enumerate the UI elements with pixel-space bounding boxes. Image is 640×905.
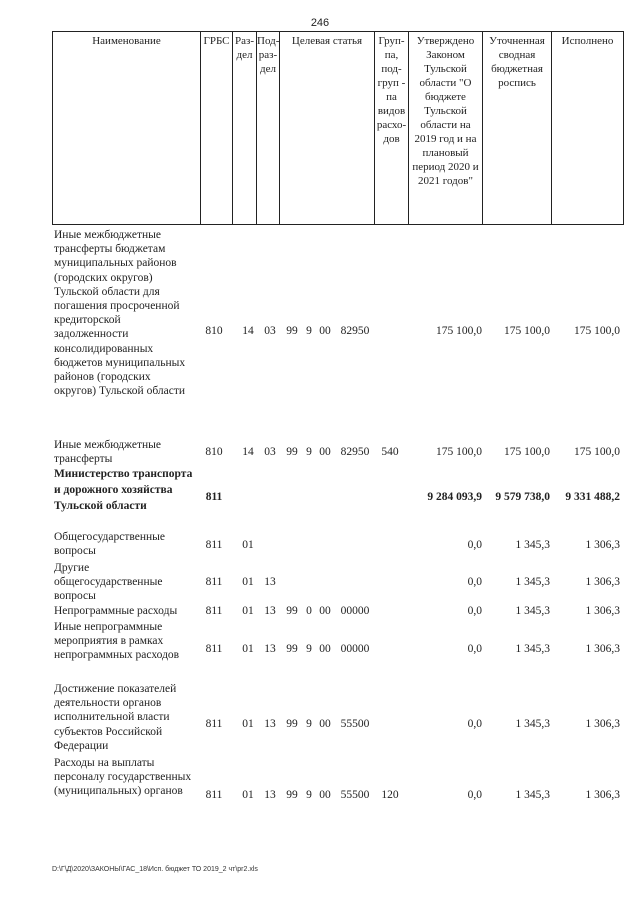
- page-number: 246: [310, 17, 330, 29]
- row-name: Расходы на выплаты персоналу государственных (муниципальных) органов: [54, 757, 192, 798]
- row-name: Иные межбюджетные трансферты: [54, 439, 161, 466]
- table-header: [52, 31, 624, 225]
- cell-cs-subprogram: 9: [306, 325, 312, 337]
- cell-executed: 1 306,3: [585, 539, 620, 551]
- cell-cs-direction: 55500: [340, 789, 370, 801]
- cell-specified: 1 345,3: [515, 576, 550, 588]
- row-name: Непрограммные расходы: [54, 605, 178, 617]
- cell-cs-main: 00: [319, 325, 331, 337]
- cell-cs-main: 00: [319, 789, 331, 801]
- cell-razdel: 01: [242, 576, 254, 588]
- cell-group: 540: [381, 446, 399, 458]
- cell-grbs: 810: [205, 446, 223, 458]
- cell-specified: 1 345,3: [515, 539, 550, 551]
- cell-razdel: 01: [242, 605, 254, 617]
- cell-podrazdel: 13: [264, 576, 276, 588]
- cell-cs-main: 00: [319, 718, 331, 730]
- cell-grbs: 811: [205, 643, 223, 655]
- cell-executed: 1 306,3: [585, 605, 620, 617]
- cell-specified: 1 345,3: [515, 643, 550, 655]
- cell-podrazdel: 03: [264, 325, 276, 337]
- cell-cs-program: 99: [286, 605, 298, 617]
- cell-podrazdel: 03: [264, 446, 276, 458]
- cell-cs-main: 00: [319, 446, 331, 458]
- header-name: Наименование: [92, 35, 161, 47]
- cell-approved: 9 284 093,9: [427, 491, 482, 503]
- cell-podrazdel: 13: [264, 789, 276, 801]
- header-executed: Исполнено: [551, 32, 623, 224]
- header-celevaya: Целевая статья: [279, 32, 374, 224]
- cell-specified: 175 100,0: [504, 446, 550, 458]
- cell-grbs: 810: [205, 325, 223, 337]
- cell-cs-direction: 55500: [340, 718, 370, 730]
- cell-cs-direction: 82950: [340, 325, 370, 337]
- row-name: Достижение показателей деятельности органов исполнительной власти субъектов Российской Федерации: [54, 683, 177, 752]
- header-podrazdel: Под- раз- дел: [256, 32, 279, 224]
- cell-cs-program: 99: [286, 325, 298, 337]
- cell-group: 120: [381, 789, 399, 801]
- cell-approved: 0,0: [467, 576, 482, 588]
- cell-cs-subprogram: 9: [306, 446, 312, 458]
- cell-executed: 1 306,3: [585, 789, 620, 801]
- cell-cs-program: 99: [286, 643, 298, 655]
- cell-podrazdel: 13: [264, 605, 276, 617]
- cell-cs-program: 99: [286, 789, 298, 801]
- header-approved: Утверждено Законом Тульской области "О бюджете Тульской области на 2019 год и на плановый период 2020 и 2021 годов": [408, 32, 482, 224]
- cell-cs-main: 00: [319, 643, 331, 655]
- cell-executed: 175 100,0: [574, 325, 620, 337]
- cell-cs-direction: 00000: [340, 643, 370, 655]
- row-name: Другие общегосударственные вопросы: [54, 562, 163, 603]
- cell-approved: 175 100,0: [436, 325, 482, 337]
- cell-razdel: 14: [242, 446, 254, 458]
- cell-executed: 1 306,3: [585, 576, 620, 588]
- cell-grbs: 811: [205, 576, 223, 588]
- cell-grbs: 811: [205, 539, 223, 551]
- header-grbs: ГРБС: [200, 32, 232, 224]
- cell-razdel: 01: [242, 789, 254, 801]
- row-name: Иные непрограммные мероприятия в рамках непрограммных расходов: [54, 621, 180, 662]
- cell-executed: 1 306,3: [585, 718, 620, 730]
- cell-approved: 0,0: [467, 539, 482, 551]
- cell-approved: 175 100,0: [436, 446, 482, 458]
- cell-podrazdel: 13: [264, 643, 276, 655]
- cell-specified: 1 345,3: [515, 718, 550, 730]
- row-name: Общегосударственные вопросы: [54, 531, 166, 558]
- cell-podrazdel: 13: [264, 718, 276, 730]
- cell-cs-direction: 00000: [340, 605, 370, 617]
- cell-cs-subprogram: 9: [306, 718, 312, 730]
- cell-cs-program: 99: [286, 718, 298, 730]
- cell-approved: 0,0: [467, 643, 482, 655]
- cell-cs-subprogram: 9: [306, 643, 312, 655]
- cell-specified: 1 345,3: [515, 605, 550, 617]
- cell-razdel: 01: [242, 539, 254, 551]
- cell-specified: 175 100,0: [504, 325, 550, 337]
- header-razdel: Раз- дел: [232, 32, 256, 224]
- cell-cs-program: 99: [286, 446, 298, 458]
- cell-razdel: 01: [242, 718, 254, 730]
- cell-cs-main: 00: [319, 605, 331, 617]
- cell-specified: 1 345,3: [515, 789, 550, 801]
- cell-executed: 9 331 488,2: [565, 491, 620, 503]
- cell-cs-direction: 82950: [340, 446, 370, 458]
- header-gruppa: Груп- па, под- груп - па видов расхо- дов: [374, 32, 408, 224]
- cell-grbs: 811: [205, 491, 223, 503]
- cell-grbs: 811: [205, 789, 223, 801]
- cell-executed: 1 306,3: [585, 643, 620, 655]
- cell-cs-subprogram: 0: [306, 605, 312, 617]
- cell-cs-subprogram: 9: [306, 789, 312, 801]
- cell-executed: 175 100,0: [574, 446, 620, 458]
- cell-specified: 9 579 738,0: [495, 491, 550, 503]
- header-specified: Уточненная сводная бюджетная роспись: [482, 32, 551, 224]
- cell-approved: 0,0: [467, 605, 482, 617]
- row-name: Иные межбюджетные трансферты бюджетам муниципальных районов (городских округов) Тульской области для погашения просроченной кредиторской задолженности консолидированных бюджетов муниципальных районов (городских округов) Тульской области: [54, 229, 186, 398]
- cell-approved: 0,0: [467, 789, 482, 801]
- cell-approved: 0,0: [467, 718, 482, 730]
- row-name: Министерство транспорта и дорожного хозяйства Тульской области: [54, 468, 193, 512]
- cell-razdel: 14: [242, 325, 254, 337]
- cell-grbs: 811: [205, 605, 223, 617]
- file-path-footer: D:\Г\Д\2020\ЗАКОНЫ\ГАС_18\Исп. бюджет ТО 2019_2 чт\pr2.xls: [52, 866, 258, 873]
- cell-razdel: 01: [242, 643, 254, 655]
- cell-grbs: 811: [205, 718, 223, 730]
